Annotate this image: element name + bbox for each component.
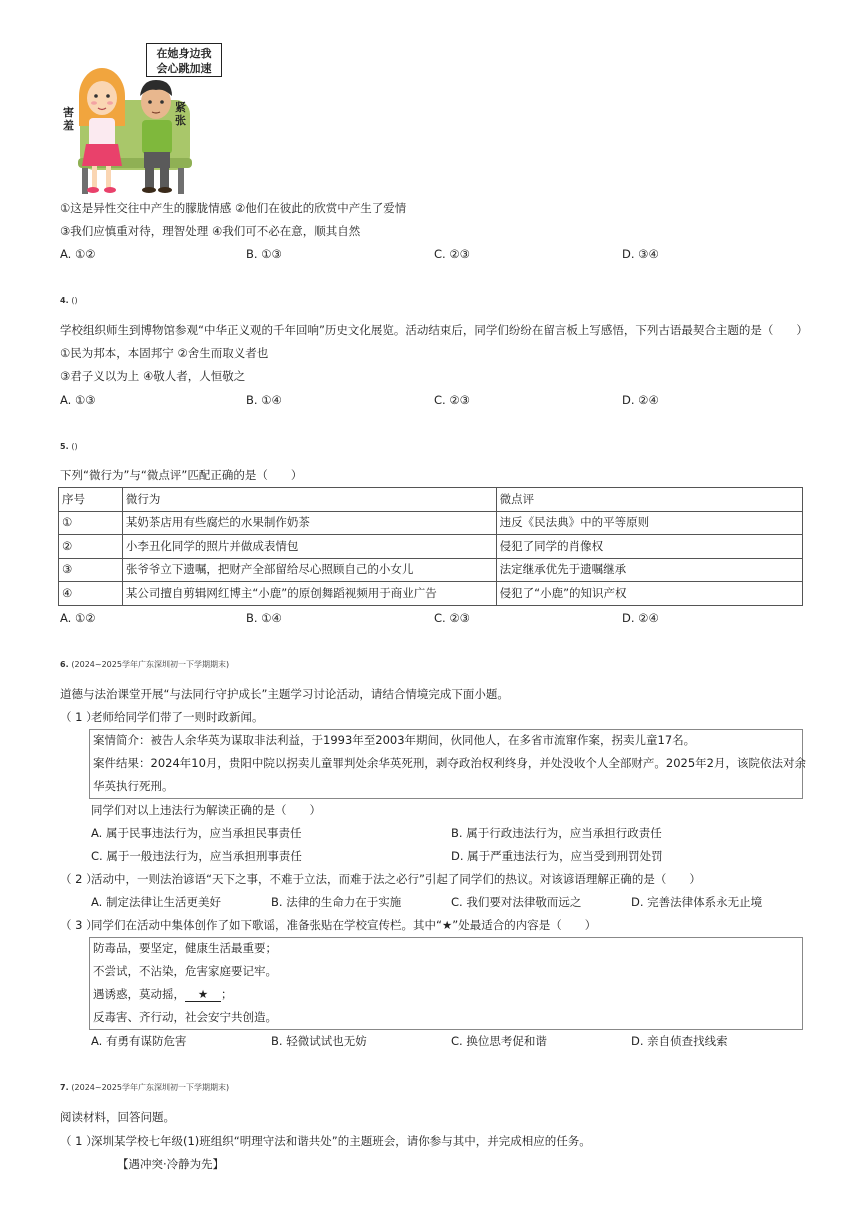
q5-table xyxy=(58,487,803,606)
q4-source: () xyxy=(71,296,78,305)
q6-source: (2024~2025学年广东深圳初一下学期期末) xyxy=(71,660,230,669)
q6-sub2-option-d[interactable]: D. 完善法律体系永无止境 xyxy=(631,895,763,909)
bubble-line-1: 在她身边我 xyxy=(156,47,212,60)
q4-option-b[interactable]: B. ①④ xyxy=(246,393,282,407)
q6-case-line-1: 案情简介：被告人余华英为谋取非法利益，于1993年至2003年期间，伙同他人，在多省市流窜作案，拐卖儿童17名。 xyxy=(93,733,696,747)
q5-option-a[interactable]: A. ①② xyxy=(60,611,96,625)
q6-num: 6. xyxy=(60,660,69,669)
table-row xyxy=(59,558,803,582)
bubble-line-2: 会心跳加速 xyxy=(156,62,212,75)
q5-option-d[interactable]: D. ②④ xyxy=(622,611,659,625)
table-header-row xyxy=(59,488,803,512)
table-cell: ③ xyxy=(59,558,123,582)
q6-case-line-3: 华英执行死刑。 xyxy=(93,779,174,793)
q6-sub2-label: （ 2 ） xyxy=(60,872,98,886)
q5-source: () xyxy=(71,442,78,451)
q5-option-c[interactable]: C. ②③ xyxy=(434,611,470,625)
q6-sub3-text: 同学们在活动中集体创作了如下歌谣，准备张贴在学校宣传栏。其中“★”处最适合的内容是（ ） xyxy=(91,918,597,932)
q6-intro: 道德与法治课堂开展“与法同行守护成长”主题学习讨论活动，请结合情境完成下面小题。 xyxy=(60,687,509,701)
table-row xyxy=(59,582,803,606)
q6-sub3-option-a[interactable]: A. 有勇有谋防危害 xyxy=(91,1034,187,1048)
table-cell: 某奶茶店用有些腐烂的水果制作奶茶 xyxy=(122,511,496,535)
table-cell: 侵犯了同学的肖像权 xyxy=(496,535,802,559)
q7-sub1-label: （ 1 ） xyxy=(60,1134,98,1148)
table-cell: 小李丑化同学的照片并做成表情包 xyxy=(122,535,496,559)
q6-sub1-option-d[interactable]: D. 属于严重违法行为，应当受到刑罚处罚 xyxy=(451,849,663,863)
speech-bubble xyxy=(146,43,222,77)
q3-option-d[interactable]: D. ③④ xyxy=(622,247,659,261)
q6-song-line-1: 防毒品，要坚定，健康生活最重要； xyxy=(93,941,277,955)
q6-sub3-label: （ 3 ） xyxy=(60,918,98,932)
song-line-3-prefix: 遇诱惑，莫动摇， xyxy=(93,987,185,1001)
q5-num: 5. xyxy=(60,442,69,451)
table-cell: 法定继承优先于遗嘱继承 xyxy=(496,558,802,582)
q6-sub1-text: 老师给同学们带了一则时政新闻。 xyxy=(91,710,264,724)
q6-sub1-label: （ 1 ） xyxy=(60,710,98,724)
q5-number xyxy=(60,443,78,451)
q4-option-a[interactable]: A. ①③ xyxy=(60,393,96,407)
q3-option-c[interactable]: C. ②③ xyxy=(434,247,470,261)
table-cell: 违反《民法典》中的平等原则 xyxy=(496,511,802,535)
q7-section-heading: 【遇冲突·冷静为先】 xyxy=(117,1157,225,1171)
table-cell: ② xyxy=(59,535,123,559)
q4-statements-2: ③君子义以为上 ④敬人者，人恒敬之 xyxy=(60,369,246,383)
girl-label: 害羞 xyxy=(63,106,74,132)
q5-stem: 下列“微行为”与“微点评”匹配正确的是（ ） xyxy=(60,468,303,482)
q5-option-b[interactable]: B. ①④ xyxy=(246,611,282,625)
q6-sub1-question: 同学们对以上违法行为解读正确的是（ ） xyxy=(91,803,321,817)
q6-sub3-option-b[interactable]: B. 轻微试试也无妨 xyxy=(271,1034,367,1048)
q6-sub1-option-c[interactable]: C. 属于一般违法行为，应当承担刑事责任 xyxy=(91,849,302,863)
table-cell: 张爷爷立下遗嘱，把财产全部留给尽心照顾自己的小女儿 xyxy=(122,558,496,582)
q4-option-d[interactable]: D. ②④ xyxy=(622,393,659,407)
table-header-cell: 微点评 xyxy=(496,488,802,512)
q4-statements-1: ①民为邦本，本固邦宁 ②舍生而取义者也 xyxy=(60,346,269,360)
star-blank: ★ xyxy=(185,989,221,1002)
q7-intro: 阅读材料，回答问题。 xyxy=(60,1110,175,1124)
q4-stem: 学校组织师生到博物馆参观“中华正义观的千年回响”历史文化展览。活动结束后，同学们纷纷在留言板上写感悟，下列古语最契合主题的是（ ） xyxy=(60,323,808,337)
q6-sub1-option-b[interactable]: B. 属于行政违法行为，应当承担行政责任 xyxy=(451,826,662,840)
q4-num: 4. xyxy=(60,296,69,305)
table-cell: ① xyxy=(59,511,123,535)
q6-sub3-option-d[interactable]: D. 亲自侦查找线索 xyxy=(631,1034,728,1048)
q6-sub2-option-b[interactable]: B. 法律的生命力在于实施 xyxy=(271,895,402,909)
q3-statements-1: ①这是异性交往中产生的朦胧情感 ②他们在彼此的欣赏中产生了爱情 xyxy=(60,201,407,215)
q3-statements-2: ③我们应慎重对待，理智处理 ④我们可不必在意，顺其自然 xyxy=(60,224,361,238)
q4-number xyxy=(60,297,78,305)
q7-number xyxy=(60,1084,229,1092)
table-row xyxy=(59,535,803,559)
q6-sub2-option-c[interactable]: C. 我们要对法律敬而远之 xyxy=(451,895,582,909)
q6-sub2-text: 活动中，一则法治谚语“天下之事，不难于立法，而难于法之必行”引起了同学们的热议。对该谚语理解正确的是（ ） xyxy=(91,872,701,886)
q6-song-line-2: 不尝试，不沾染，危害家庭要记牢。 xyxy=(93,964,277,978)
table-row xyxy=(59,511,803,535)
table-header-cell: 序号 xyxy=(59,488,123,512)
q6-song-line-3 xyxy=(93,989,233,1002)
q6-song-line-4: 反毒害、齐行动，社会安宁共创造。 xyxy=(93,1010,277,1024)
table-cell: 侵犯了“小鹿”的知识产权 xyxy=(496,582,802,606)
q6-sub1-option-a[interactable]: A. 属于民事违法行为，应当承担民事责任 xyxy=(91,826,302,840)
q7-num: 7. xyxy=(60,1083,69,1092)
q6-number xyxy=(60,661,229,669)
q4-option-c[interactable]: C. ②③ xyxy=(434,393,470,407)
q6-case-line-2: 案件结果：2024年10月，贵阳中院以拐卖儿童罪判处余华英死刑，剥夺政治权利终身，并处没收个人全部财产。2025年2月，该院依法对余 xyxy=(93,756,806,770)
q6-sub3-option-c[interactable]: C. 换位思考促和谐 xyxy=(451,1034,547,1048)
table-header-cell: 微行为 xyxy=(122,488,496,512)
q3-option-a[interactable]: A. ①② xyxy=(60,247,96,261)
q7-sub1-text: 深圳某学校七年级(1)班组织“明理守法和谐共处”的主题班会，请你参与其中，并完成相应的任务。 xyxy=(91,1134,591,1148)
boy-label: 紧张 xyxy=(175,101,186,127)
song-line-3-suffix: ； xyxy=(221,987,233,1001)
q3-option-b[interactable]: B. ①③ xyxy=(246,247,282,261)
table-cell: ④ xyxy=(59,582,123,606)
q6-sub2-option-a[interactable]: A. 制定法律让生活更美好 xyxy=(91,895,221,909)
q7-source: (2024~2025学年广东深圳初一下学期期末) xyxy=(71,1083,230,1092)
table-cell: 某公司擅自剪辑网红博主“小鹿”的原创舞蹈视频用于商业广告 xyxy=(122,582,496,606)
